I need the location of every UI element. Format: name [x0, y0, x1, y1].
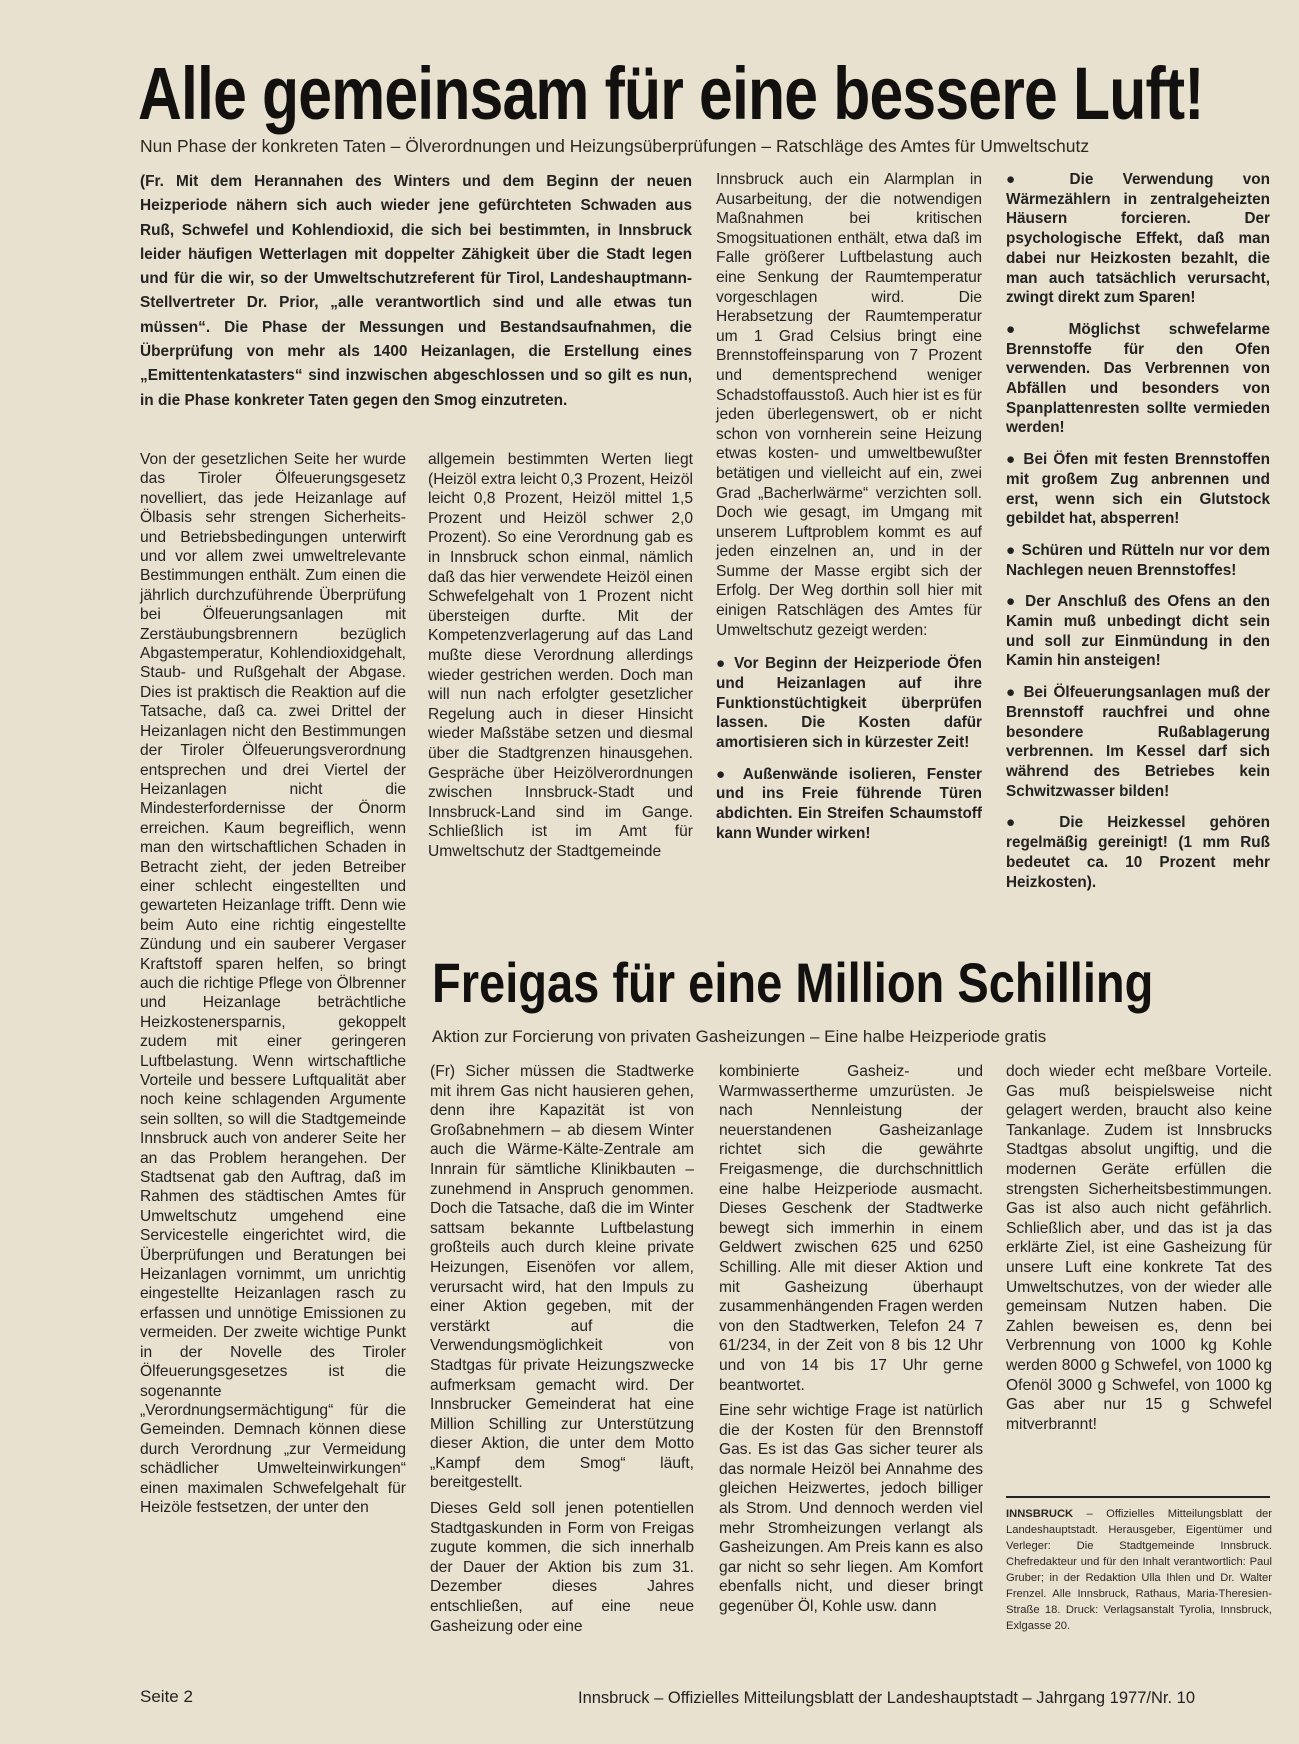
- tip-item: ● Schüren und Rütteln nur vor dem Nachlegen neuen Brennstoffes!: [1006, 541, 1270, 580]
- tip-item: ● Außenwände isolieren, Fenster und ins Freie führende Türen abdichten. Ein Streifen Schaumstoff kann Wunder wirken!: [716, 765, 982, 844]
- article2-column-1: [430, 1062, 694, 1642]
- tip-item: ● Der Anschluß des Ofens an den Kamin muß unbedingt dicht sein und soll zur Einmündung in den Kamin hin ansteigen!: [1006, 592, 1270, 671]
- imprint-label: INNSBRUCK: [1006, 1508, 1074, 1520]
- article2-col2b-text: Eine sehr wichtige Frage ist natürlich die der Kosten für den Brennstoff Gas. Es ist das Gas sicher teurer als das normale Heizöl bei Annahme des gleichen Heizwertes, jedoch billiger als Strom. Und dennoch werden viel mehr Stromheizungen verlangt als Gasheizungen. Am Preis kann es also gar nicht so sehr liegen. Am Komfort ebenfalls nicht, und dieser bringt gegenüber Öl, Kohle usw. dann: [719, 1402, 983, 1616]
- tip-item: ● Die Heizkessel gehören regelmäßig gereinigt! (1 mm Ruß bedeutet ca. 10 Prozent mehr Heizkosten).: [1006, 813, 1270, 892]
- tip-item: ● Möglichst schwefelarme Brennstoffe für den Ofen verwenden. Das Verbrennen von Abfällen und besonders von Spanplattenresten sollte vermieden werden!: [1006, 320, 1270, 438]
- article1-column-1: [140, 450, 406, 1523]
- article2-col2-text: kombinierte Gasheiz- und Warmwassertherme umzurüsten. Je nach Nennleistung der neuerstandenen Gasheizanlage richtet sich die gewährte Freigasmenge, die durchschnittlich eine halbe Heizperiode ausmacht. Dieses Geschenk der Stadtwerke bewegt sich immerhin in einem Geldwert zwischen 625 und 6250 Schilling. Alle mit dieser Aktion und mit Gasheizung überhaupt zusammenhängenden Fragen werden von den Stadtwerken, Telefon 24 7 61/234, in der Zeit von 8 bis 12 Uhr und von 14 bis 17 Uhr gerne beantwortet.: [719, 1063, 983, 1394]
- article1-headline: Alle gemeinsam für eine bessere Luft!: [138, 52, 1204, 135]
- article2-col1b-text: Dieses Geld soll jenen potentiellen Stadtgaskunden in Form von Freigas zugute kommen, die sich innerhalb der Dauer der Aktion bis zum 31. Dezember dieses Jahres entschließen, auf eine neue Gasheizung oder eine: [430, 1500, 694, 1635]
- tip-item: ● Die Verwendung von Wärmezählern in zentralgeheizten Häusern forcieren. Der psychologische Effekt, daß man dabei nur Heizkosten bezahlt, die man auch tatsächlich verursacht, zwingt direkt zum Sparen!: [1006, 170, 1270, 308]
- article2-column-3: [1006, 1062, 1272, 1440]
- article1-lead: [140, 170, 692, 419]
- tip-item: ● Bei Öfen mit festen Brennstoffen mit großem Zug anbrennen und erst, wenn sich ein Glutstock gebildet hat, absperren!: [1006, 450, 1270, 529]
- article2-subheadline: Aktion zur Forcierung von privaten Gasheizungen – Eine halbe Heizperiode gratis: [432, 1027, 1047, 1046]
- article1-col2-text: allgemein bestimmten Werten liegt (Heizöl extra leicht 0,3 Prozent, Heizöl leicht 0,8 Prozent, Heizöl mittel 1,5 Prozent und Heizöl schwer 2,0 Prozent). So eine Verordnung gab es in Innsbruck schon einmal, nämlich daß das hier verwendete Heizöl einen Schwefelgehalt von 1 Prozent nicht übersteigen durfte. Mit der Kompetenzverlagerung auf das Land mußte diese Verordnung allerdings wieder gestrichen werden. Doch man will nun nach erfolgter gesetzlicher Regelung auch in dieser Hinsicht wieder Maßstäbe setzen und diesmal über die Stadtgrenzen hinausgehen. Gespräche über Heizölverordnungen zwischen Innsbruck-Stadt und Innsbruck-Land sind im Gange. Schließlich ist im Amt für Umweltschutz der Stadtgemeinde: [428, 451, 693, 860]
- imprint: [1006, 1506, 1272, 1634]
- tip-item: ● Bei Ölfeuerungsanlagen muß der Brennstoff rauchfrei und ohne besondere Rußablagerung verbrennen. Im Kessel darf sich während des Betriebes kein Schwitzwasser bilden!: [1006, 683, 1270, 801]
- article1-col3-text: Innsbruck auch ein Alarmplan in Ausarbeitung, der die notwendigen Maßnahmen bei kritischen Smogsituationen enthält, etwa daß im Falle größerer Luftbelastung auch eine Senkung der Raumtemperatur vorgeschlagen wird. Die Herabsetzung der Raumtemperatur um 1 Grad Celsius bringt eine Brennstoffeinsparung von 7 Prozent und dementsprechend weniger Schadstoffausstoß. Auch hier ist es für jeden überlegenswert, ob er nicht schon von vornherein seine Heizung etwas kosten- und umweltbewußter betätigen und vielleicht auf ein, zwei Grad „Bacherlwärme“ verzichten soll. Doch wie gesagt, im Umgang mit unserem Luftproblem kommt es auf jeden einzelnen an, und in der Summe der Masse ergibt sich der Erfolg. Der Weg dorthin soll hier mit einigen Ratschlägen des Amtes für Umweltschutz gezeigt werden:: [716, 171, 982, 639]
- article2-headline: Freigas für eine Million Schilling: [432, 951, 1154, 1014]
- article1-col1-text: Von der gesetzlichen Seite her wurde das Tiroler Ölfeuerungsgesetz novelliert, das jede Heizanlage auf Ölbasis sehr strengen Sicherheits- und Betriebsbedingungen unterwirft und vor allem zwei umweltrelevante Bestimmungen enthält. Zum einen die jährlich durchzuführende Überprüfung bei Ölfeuerungsanlagen mit Zerstäubungsbrennern bezüglich Abgastemperatur, Kohlendioxidgehalt, Staub- und Rußgehalt der Abgase. Dies ist praktisch die Reaktion auf die Tatsache, daß ca. zwei Drittel der Heizanlagen nicht den Bestimmungen der Tiroler Ölfeuerungsverordnung entsprechen und drei Viertel der Heizanlagen nicht die Mindesterfordernisse der Önorm erreichen. Kaum begreiflich, wenn man den wirtschaftlichen Schaden in Betracht zieht, der jeden Betreiber einer schlecht eingestellten und gewarteten Heizanlage trifft. Denn wie beim Auto eine richtig eingestellte Zündung und ein sauberer Vergaser Kraftstoff sparen helfen, so bringt auch die richtige Pflege von Ölbrenner und Heizanlage beträchtliche Heizkostenersparnis, gekoppelt zudem mit einer geringeren Luftbelastung. Wenn wirtschaftliche Vorteile und bessere Luftqualität aber noch keine schlagenden Argumente sein sollten, so will die Stadtgemeinde Innsbruck auch von anderer Seite her an das Problem herangehen. Der Stadtsenat gab den Auftrag, daß im Rahmen des städtischen Amtes für Umweltschutz umgehend eine Servicestelle eingerichtet wird, die Überprüfungen und Beratungen bei Heizanlagen vornimmt, um unrichtig eingestellte Heizanlagen rasch zu erfassen und unnötige Emissionen zu vermeiden. Der zweite wichtige Punkt in der Novelle des Tiroler Ölfeuerungsgesetzes ist die sogenannte „Verordnungsermächtigung“ für die Gemeinden. Demnach können diese durch Verordnung „zur Vermeidung schädlicher Umwelteinwirkungen“ einen maximalen Schwefelgehalt für Heizöle festsetzen, der unter den: [140, 451, 406, 1516]
- article2-col3-text: doch wieder echt meßbare Vorteile. Gas muß beispielsweise nicht gelagert werden, braucht also keine Tankanlage. Zudem ist Innsbrucks Stadtgas absolut ungiftig, und die modernen Geräte erfüllen die strengsten Sicherheitsbestimmungen. Gas ist also auch nicht gefährlich. Schließlich aber, und das ist ja das erklärte Ziel, ist eine Gasheizung für unsere Luft eine konkrete Tat des Umweltschutzes, von der wieder alle gemeinsam Nutzen haben. Die Zahlen beweisen es, denn bei Verbrennung von 1000 kg Kohle werden 8000 g Schwefel, von 1000 kg Ofenöl 3000 g Schwefel, von 1000 kg Gas aber nur 15 g Schwefel mitverbrannt!: [1006, 1063, 1272, 1433]
- imprint-divider: [1006, 1496, 1270, 1498]
- article1-column-2: [428, 450, 693, 867]
- imprint-text: – Offizielles Mitteilungsblatt der Landeshauptstadt. Herausgeber, Eigentümer und Verleger: Die Stadtgemeinde Innsbruck. Chefredakteur und für den Inhalt verantwortlich: Paul Gruber; in der Redaktion Ulla Ihlen und Dr. Walter Frenzel. Alle Innsbruck, Rathaus, Maria-Theresien-Straße 18. Druck: Verlagsanstalt Tyrolia, Innsbruck, Exlgasse 20.: [1006, 1508, 1272, 1632]
- article1-col3-tips: [716, 654, 982, 843]
- publication-line: Innsbruck – Offizielles Mitteilungsblatt der Landeshauptstadt – Jahrgang 1977/Nr. 10: [578, 1689, 1195, 1707]
- article1-column-4: [1006, 170, 1270, 904]
- article2-col1-text: (Fr) Sicher müssen die Stadtwerke mit ihrem Gas nicht hausieren gehen, denn ihre Kapazität ist von Großabnehmern – ab diesem Winter auch die Wärme-Kälte-Zentrale am Innrain für sämtliche Klinikbauten – zunehmend in Anspruch genommen. Doch die Tatsache, daß die im Winter sattsam bekannte Luftbelastung großteils auch durch kleine private Heizungen, Eisenöfen vor allem, verursacht wird, hat den Impuls zu einer Aktion gegeben, mit der verstärkt auf die Verwendungsmöglichkeit von Stadtgas für private Heizungszwecke aufmerksam gemacht wird. Der Innsbrucker Gemeinderat hat eine Million Schilling zur Unterstützung dieser Aktion, die unter dem Motto „Kampf dem Smog“ läuft, bereitgestellt.: [430, 1063, 694, 1492]
- article2-column-2: [719, 1062, 983, 1623]
- lead-paragraph: (Fr. Mit dem Herannahen des Winters und dem Beginn der neuen Heizperiode nähern sich auch wieder jene gefürchteten Schwaden aus Ruß, Schwefel und Kohlendioxid, die sich bei bestimmten, in Innsbruck leider häufigen Wetterlagen mit doppelter Zähigkeit über die Stadt legen und für die wir, so der Umweltschutzreferent für Tirol, Landeshauptmann-Stellvertreter Dr. Prior, „alle verantwortlich sind und alle etwas tun müssen“. Die Phase der Messungen und Bestandsaufnahmen, die Überprüfung von mehr als 1400 Heizanlagen, die Erstellung eines „Emittentenkatasters“ sind inzwischen abgeschlossen und so gilt es nun, in die Phase konkreter Taten gegen den Smog einzutreten.: [140, 173, 692, 409]
- tip-item: ● Vor Beginn der Heizperiode Öfen und Heizanlagen auf ihre Funktionstüchtigkeit überprüfen lassen. Die Kosten dafür amortisieren sich in kürzester Zeit!: [716, 654, 982, 753]
- page-number: Seite 2: [140, 1687, 193, 1706]
- article1-column-3: [716, 170, 982, 856]
- article1-subheadline: Nun Phase der konkreten Taten – Ölverordnungen und Heizungsüberprüfungen – Ratschläge des Amtes für Umweltschutz: [140, 136, 1090, 156]
